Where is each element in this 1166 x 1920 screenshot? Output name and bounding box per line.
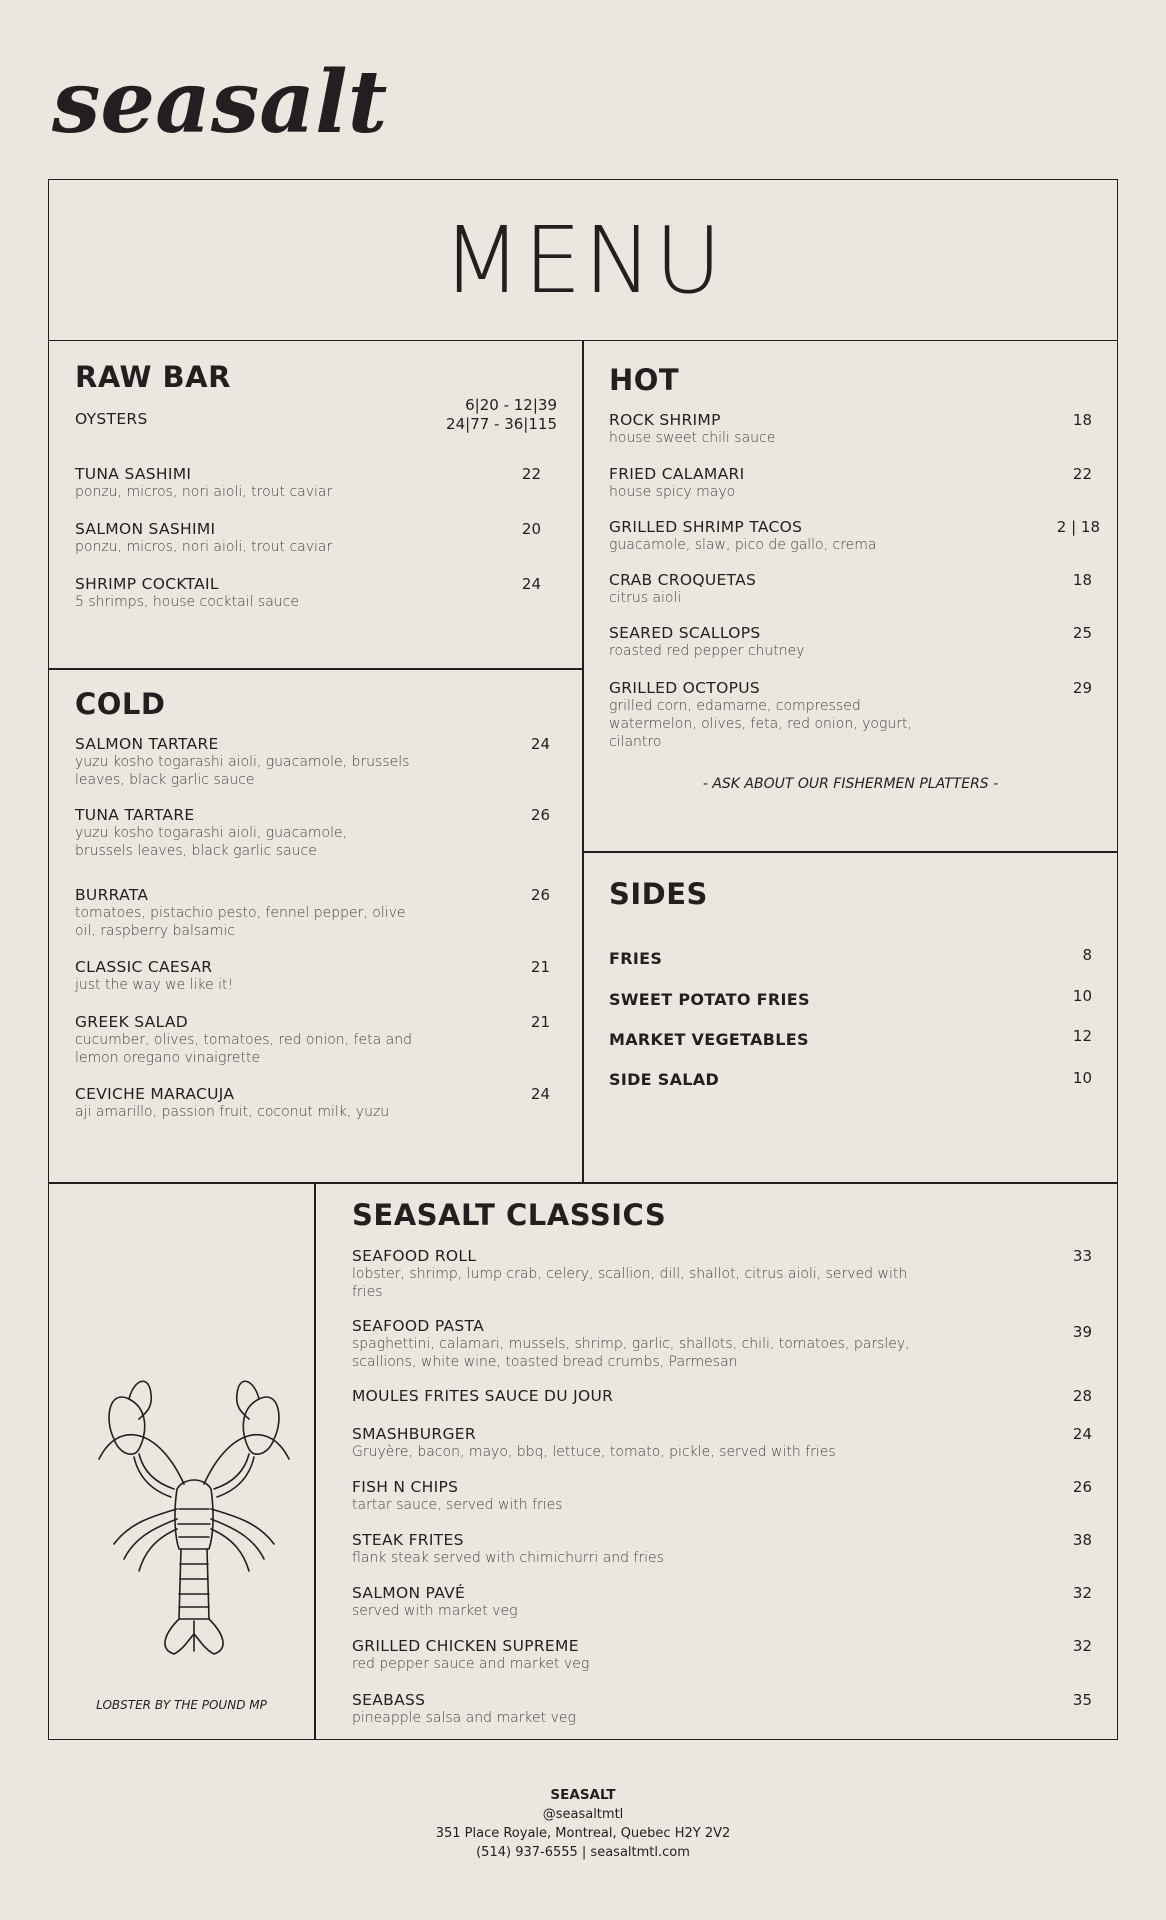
item-price: 22 bbox=[521, 465, 541, 483]
item-desc: guacamole, slaw, pico de gallo, crema bbox=[609, 537, 877, 553]
menu-title-box bbox=[49, 180, 1117, 341]
item-price: 24 bbox=[1072, 1425, 1092, 1443]
item-price: 35 bbox=[1072, 1691, 1092, 1709]
item-price: 25 bbox=[1072, 624, 1092, 642]
item-name: SALMON SASHIMI bbox=[75, 520, 216, 538]
lobster-panel bbox=[49, 1184, 314, 1740]
item-price: 24 bbox=[530, 1085, 550, 1103]
item-price: 18 bbox=[1072, 571, 1092, 589]
section-title-sides: SIDES bbox=[609, 877, 708, 911]
item-desc: served with market veg bbox=[352, 1603, 518, 1619]
item-name: SWEET POTATO FRIES bbox=[609, 990, 810, 1009]
menu-item bbox=[609, 518, 1100, 554]
menu-item bbox=[609, 946, 1092, 968]
item-desc: house spicy mayo bbox=[609, 484, 736, 500]
item-price: 32 bbox=[1072, 1637, 1092, 1655]
price-line: 6|20 - 12|39 bbox=[465, 396, 557, 414]
item-name: STEAK FRITES bbox=[352, 1531, 464, 1549]
divider-hot-sides bbox=[582, 851, 1118, 853]
item-price: 22 bbox=[1072, 465, 1092, 483]
menu-item bbox=[75, 520, 541, 556]
item-name: SMASHBURGER bbox=[352, 1425, 476, 1443]
item-desc: yuzu kosho togarashi aioli, guacamole, bbox=[75, 825, 348, 841]
item-name: FRIES bbox=[609, 949, 663, 968]
item-desc: citrus aioli bbox=[609, 590, 682, 606]
item-price: 33 bbox=[1072, 1247, 1092, 1265]
item-name: SEAFOOD ROLL bbox=[352, 1247, 477, 1265]
item-desc: ponzu, micros, nori aioli, trout caviar bbox=[75, 539, 333, 555]
item-price: 21 bbox=[530, 958, 550, 976]
item-desc: just the way we like it! bbox=[75, 977, 234, 993]
section-classics bbox=[352, 1198, 1092, 1728]
item-price: 26 bbox=[530, 806, 550, 824]
item-price: 32 bbox=[1072, 1584, 1092, 1602]
section-sides bbox=[609, 877, 1092, 1157]
item-name: ROCK SHRIMP bbox=[609, 411, 721, 429]
item-desc: pineapple salsa and market veg bbox=[352, 1710, 576, 1726]
item-price: 2 | 18 bbox=[1056, 518, 1100, 536]
platters-note: - ASK ABOUT OUR FISHERMEN PLATTERS - bbox=[702, 776, 999, 792]
menu-item bbox=[75, 735, 550, 789]
item-price: 38 bbox=[1072, 1531, 1092, 1549]
item-desc: roasted red pepper chutney bbox=[609, 643, 805, 659]
item-desc: yuzu kosho togarashi aioli, guacamole, brussels bbox=[75, 754, 410, 770]
item-desc: fries bbox=[352, 1284, 383, 1300]
item-desc: 5 shrimps, house cocktail sauce bbox=[75, 594, 299, 610]
menu-item bbox=[352, 1478, 1092, 1514]
item-price: 39 bbox=[1072, 1323, 1092, 1341]
item-price: 21 bbox=[530, 1013, 550, 1031]
item-name: MOULES FRITES SAUCE DU JOUR bbox=[352, 1387, 614, 1405]
item-desc: lemon oregano vinaigrette bbox=[75, 1050, 261, 1066]
seasalt-logo bbox=[50, 40, 388, 153]
footer bbox=[0, 1786, 1166, 1862]
item-desc: flank steak served with chimichurri and fries bbox=[352, 1550, 664, 1566]
item-name: GRILLED CHICKEN SUPREME bbox=[352, 1637, 579, 1655]
section-raw-bar bbox=[75, 360, 557, 650]
divider-rawbar-cold bbox=[49, 668, 583, 670]
item-desc: ponzu, micros, nori aioli, trout caviar bbox=[75, 484, 333, 500]
item-name: MARKET VEGETABLES bbox=[609, 1030, 809, 1049]
item-price: 10 bbox=[1072, 987, 1092, 1005]
item-price: 12 bbox=[1072, 1027, 1092, 1045]
item-desc: brussels leaves, black garlic sauce bbox=[75, 843, 317, 859]
item-price: 20 bbox=[521, 520, 541, 538]
footer-contact[interactable]: (514) 937-6555 | seasaltmtl.com bbox=[476, 1845, 690, 1860]
menu-item bbox=[75, 806, 550, 860]
item-price bbox=[446, 396, 557, 434]
menu-item bbox=[352, 1247, 1092, 1301]
menu-item bbox=[352, 1531, 1092, 1567]
item-price: 26 bbox=[1072, 1478, 1092, 1496]
item-price: 29 bbox=[1072, 679, 1092, 697]
menu-item bbox=[352, 1637, 1092, 1673]
item-desc: house sweet chili sauce bbox=[609, 430, 776, 446]
menu-item bbox=[609, 465, 1092, 501]
menu-item bbox=[352, 1425, 1092, 1461]
menu-item bbox=[609, 571, 1092, 607]
footer-name: SEASALT bbox=[550, 1787, 616, 1803]
lobster-caption: LOBSTER BY THE POUND MP bbox=[96, 1698, 267, 1712]
item-name: TUNA SASHIMI bbox=[75, 465, 192, 483]
item-desc: tomatoes, pistachio pesto, fennel pepper, olive bbox=[75, 905, 406, 921]
item-name: FISH N CHIPS bbox=[352, 1478, 459, 1496]
item-desc: scallions, white wine, toasted bread crumbs, Parmesan bbox=[352, 1354, 738, 1370]
item-price: 10 bbox=[1072, 1069, 1092, 1087]
menu-item bbox=[609, 1027, 1092, 1049]
section-title-classics: SEASALT CLASSICS bbox=[352, 1198, 667, 1232]
item-desc: oil, raspberry balsamic bbox=[75, 923, 235, 939]
item-price: 24 bbox=[521, 575, 541, 593]
item-name: CLASSIC CAESAR bbox=[75, 958, 213, 976]
menu-item bbox=[609, 411, 1092, 447]
item-price: 28 bbox=[1072, 1387, 1092, 1405]
item-desc: cilantro bbox=[609, 734, 662, 750]
item-price: 8 bbox=[1082, 946, 1092, 964]
item-name: GRILLED SHRIMP TACOS bbox=[609, 518, 803, 536]
menu-item bbox=[609, 624, 1092, 660]
seasalt-logo-script bbox=[50, 40, 388, 153]
item-desc: red pepper sauce and market veg bbox=[352, 1656, 590, 1672]
item-desc: spaghettini, calamari, mussels, shrimp, garlic, shallots, chili, tomatoes, parsley, bbox=[352, 1336, 910, 1352]
svg-text:seasalt: seasalt bbox=[52, 52, 388, 153]
item-name: BURRATA bbox=[75, 886, 149, 904]
item-price: 26 bbox=[530, 886, 550, 904]
item-desc: grilled corn, edamame, compressed bbox=[609, 698, 861, 714]
item-desc: Gruyère, bacon, mayo, bbq, lettuce, tomato, pickle, served with fries bbox=[352, 1444, 836, 1460]
item-desc: cucumber, olives, tomatoes, red onion, feta and bbox=[75, 1032, 412, 1048]
item-desc: lobster, shrimp, lump crab, celery, scallion, dill, shallot, citrus aioli, served with bbox=[352, 1266, 908, 1282]
menu-item bbox=[75, 1085, 550, 1121]
menu-item bbox=[75, 958, 550, 994]
item-desc: aji amarillo, passion fruit, coconut milk, yuzu bbox=[75, 1104, 390, 1120]
item-price: 18 bbox=[1072, 411, 1092, 429]
menu-item bbox=[352, 1387, 1092, 1405]
item-price: 24 bbox=[530, 735, 550, 753]
menu-item-oysters bbox=[75, 396, 557, 433]
section-cold bbox=[75, 687, 550, 1167]
menu-item bbox=[609, 1070, 1092, 1089]
footer-handle[interactable]: @seasaltmtl bbox=[542, 1807, 624, 1822]
price-line: 24|77 - 36|115 bbox=[446, 415, 557, 433]
lobster-illustration bbox=[89, 1359, 299, 1664]
menu-item bbox=[75, 575, 541, 611]
item-desc: tartar sauce, served with fries bbox=[352, 1497, 563, 1513]
item-name: SIDE SALAD bbox=[609, 1070, 720, 1089]
item-name: SALMON TARTARE bbox=[75, 735, 219, 753]
item-name: FRIED CALAMARI bbox=[609, 465, 745, 483]
menu-frame bbox=[48, 179, 1118, 1740]
item-name: CEVICHE MARACUJA bbox=[75, 1085, 235, 1103]
item-name: GREEK SALAD bbox=[75, 1013, 189, 1031]
menu-item bbox=[75, 1013, 550, 1067]
item-name: SEAFOOD PASTA bbox=[352, 1317, 484, 1335]
item-name: OYSTERS bbox=[75, 410, 148, 428]
item-name: SEABASS bbox=[352, 1691, 426, 1709]
footer-address: 351 Place Royale, Montreal, Quebec H2Y 2V2 bbox=[435, 1826, 731, 1841]
menu-item bbox=[609, 679, 1092, 751]
menu-item bbox=[75, 465, 541, 501]
menu-title: MENU bbox=[442, 206, 724, 314]
item-desc: watermelon, olives, feta, red onion, yogurt, bbox=[609, 716, 912, 732]
item-name: SEARED SCALLOPS bbox=[609, 624, 761, 642]
section-hot bbox=[609, 363, 1100, 833]
menu-item bbox=[75, 886, 550, 940]
menu-item bbox=[352, 1317, 1092, 1371]
item-desc: leaves, black garlic sauce bbox=[75, 772, 255, 788]
item-name: GRILLED OCTOPUS bbox=[609, 679, 761, 697]
item-name: SALMON PAVÉ bbox=[352, 1584, 466, 1602]
menu-item bbox=[352, 1691, 1092, 1727]
section-title-raw-bar: RAW BAR bbox=[75, 360, 231, 394]
menu-item bbox=[609, 987, 1092, 1009]
menu-item bbox=[352, 1584, 1092, 1620]
item-name: CRAB CROQUETAS bbox=[609, 571, 757, 589]
section-title-cold: COLD bbox=[75, 687, 166, 721]
item-name: SHRIMP COCKTAIL bbox=[75, 575, 219, 593]
divider-vertical-top bbox=[582, 340, 584, 1184]
section-title-hot: HOT bbox=[609, 363, 680, 397]
item-name: TUNA TARTARE bbox=[75, 806, 195, 824]
divider-vertical-bottom bbox=[314, 1182, 316, 1740]
